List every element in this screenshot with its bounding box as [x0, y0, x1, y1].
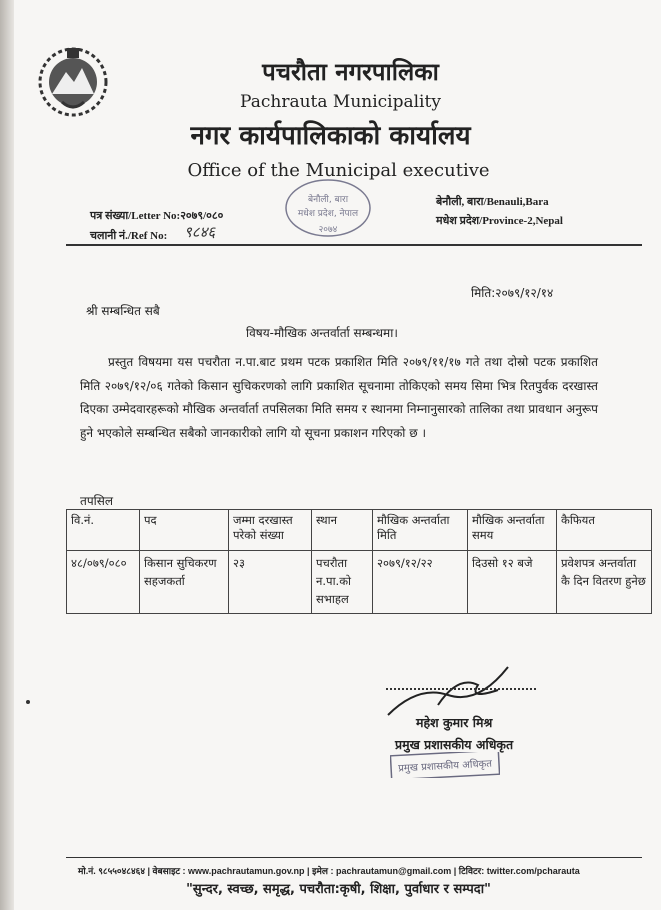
table-header: जम्मा दरखास्त परेको संख्या [229, 510, 312, 551]
title-english: Pachrauta Municipality [240, 92, 441, 112]
interview-schedule-table [66, 509, 652, 614]
table-header: वि.नं. [67, 510, 140, 551]
stamp-text: प्रमुख प्रशासकीय अधिकृत [397, 758, 493, 775]
body-paragraph: प्रस्तुत विषयमा यस पचरौता न.पा.बाट प्रथम पटक प्रकाशित मिति २०७९/११/१७ गते तथा दोस्रो पटक प्रकाशित मिति २०७९/१२/०६ गतेको किसान सुचिकरणको लागि प्रकाशित सूचनामा तोकिएको समय सिमा भित्र रितपुर्वक दरखास्त दिएका उम्मेदवारहरूको मौखिक अन्तर्वार्ता तपसिलका मिति समय र स्थानमा निम्नानुसारको तालिका तथा प्रावधान अनुरूप हुने भएकोले सम्बन्धित सबैको जानकारीको लागि यो सूचना प्रकाशन गरिएको छ । [80, 355, 598, 440]
footer-slogan: "सुन्दर, स्वच्छ, समृद्ध, पचरौता:कृषी, शिक्षा, पुर्वाधार र सम्पदा" [186, 882, 491, 897]
table-cell: पचरौता न.पा.को सभाहल [312, 551, 373, 614]
table-header: कैफियत [557, 510, 652, 551]
table-header: मौखिक अन्तर्वाता मिति [373, 510, 468, 551]
office-english: Office of the Municipal executive [187, 160, 490, 181]
title-nepali: पचरौता नगरपालिका [262, 58, 439, 86]
header-divider [66, 244, 642, 246]
ref-label: चलानी नं./Ref No: [90, 230, 168, 242]
subject-line: विषय-मौखिक अन्तर्वार्ता सम्बन्धमा। [246, 326, 398, 340]
letter-date: मिति:२०७९/१२/१४ [471, 286, 554, 300]
ref-number-handwritten: ९८४६ [184, 223, 216, 241]
recipient: श्री सम्बन्धित सबै [86, 304, 160, 318]
seal-year: २०७४ [318, 225, 338, 235]
footer-contact: मो.नं. ९८५५०४८४६४ | वेबसाइट : www.pachrautamun.gov.np | इमेल : pachrautamun@gmail.com | टिविटर: twitter.com/pcharauta [78, 866, 580, 876]
office-nepali: नगर कार्यपालिकाको कार्यालय [190, 121, 471, 151]
table-cell: किसान सुचिकरण सहजकर्ता [140, 551, 229, 614]
table-header: मौखिक अन्तर्वाता समय [468, 510, 557, 551]
seal-line1: बेनौली, बारा [307, 195, 349, 205]
table-row [67, 551, 652, 614]
address-line2: मधेश प्रदेश/Province-2,Nepal [436, 215, 563, 227]
table-cell: २०७९/१२/२२ [373, 551, 468, 614]
seal-line2: मधेश प्रदेश, नेपाल [297, 209, 359, 219]
table-cell: दिउसो १२ बजे [468, 551, 557, 614]
table-cell: प्रवेशपत्र अन्तर्वाता कै दिन वितरण हुनेछ [557, 551, 652, 614]
table-cell: ४८/०७९/०८० [67, 551, 140, 614]
office-seal [283, 178, 373, 242]
signature-line [386, 688, 536, 690]
address-line1: बेनौली, बारा/Benauli,Bara [436, 196, 549, 208]
official-stamp [390, 752, 500, 778]
table-header: पद [140, 510, 229, 551]
schedule-label: तपसिल [80, 494, 114, 508]
table-header-row [67, 510, 652, 551]
signatory-name: महेश कुमार मिश्र [416, 715, 493, 730]
table-header: स्थान [312, 510, 373, 551]
signatory-title: प्रमुख प्रशासकीय अधिकृत [395, 737, 514, 752]
footer-divider [66, 857, 642, 858]
letter-number: पत्र संख्या/Letter No:२०७९/०८० [90, 210, 224, 222]
table-cell: २३ [229, 551, 312, 614]
scan-speck [26, 700, 30, 704]
